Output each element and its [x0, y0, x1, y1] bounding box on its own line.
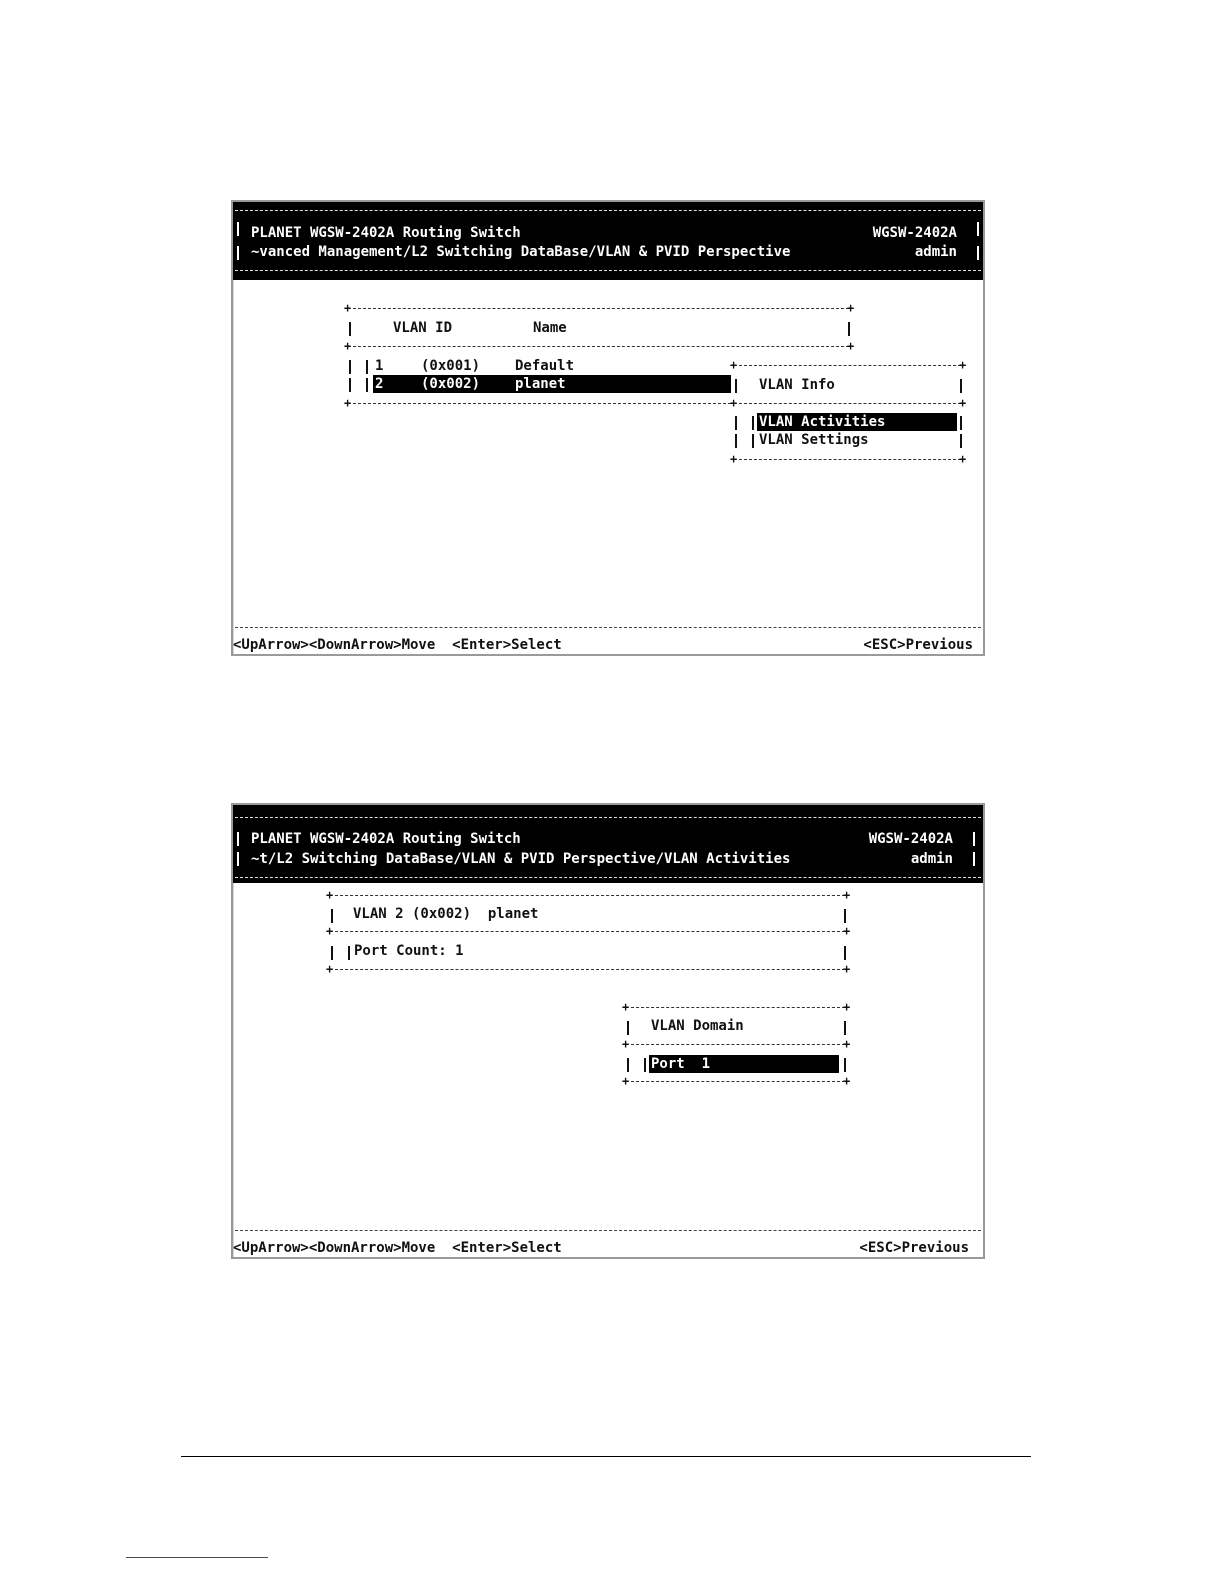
terminal-screen-vlan-activities [231, 803, 985, 1259]
table-top-border [353, 308, 849, 309]
box-left-bar [331, 946, 333, 960]
header-right-bar [977, 246, 979, 260]
vlan-row-hex: (0x001) [421, 358, 481, 374]
terminal-header [233, 805, 983, 883]
header-bottom-border [235, 877, 981, 878]
header-device: WGSW-2402A [868, 831, 953, 847]
domain-item-port-1[interactable] [649, 1055, 839, 1073]
box-bottom-border [335, 969, 845, 970]
box-corner: + [843, 1074, 851, 1088]
box-top-border [335, 895, 845, 896]
box-corner: + [843, 1000, 851, 1014]
box-corner: + [622, 1074, 630, 1088]
box-corner: + [843, 962, 851, 976]
box-mid-border [335, 931, 845, 932]
box-right-bar [844, 1058, 846, 1072]
vlan-row-name: planet [515, 376, 566, 392]
header-top-border [235, 817, 981, 818]
vlan-row-2-selected[interactable] [373, 375, 731, 393]
menu-bottom-border [739, 459, 961, 460]
menu-left-bar [735, 379, 737, 393]
menu-item-label: VLAN Activities [759, 414, 886, 430]
menu-item-vlan-activities[interactable] [757, 413, 957, 431]
box-corner: + [344, 396, 352, 410]
header-bottom-border [235, 270, 981, 271]
column-header-name: Name [533, 320, 567, 336]
footer-border [235, 627, 981, 628]
header-title: PLANET WGSW-2402A Routing Switch [251, 225, 521, 241]
vlan-row-id: 1 [375, 358, 384, 374]
box-left-bar [331, 909, 333, 923]
port-count: Port Count: 1 [354, 943, 464, 959]
box-left-bar [627, 1021, 629, 1035]
header-right-bar [973, 832, 975, 846]
box-right-bar [844, 1021, 846, 1035]
box-corner: + [622, 1000, 630, 1014]
footer-key-help: <UpArrow><DownArrow>Move <Enter>Select [233, 1240, 562, 1256]
box-corner: + [344, 339, 352, 353]
box-top-border [631, 1007, 845, 1008]
header-title: PLANET WGSW-2402A Routing Switch [251, 831, 521, 847]
box-corner: + [622, 1037, 630, 1051]
box-inner-bar [348, 946, 350, 960]
footer-key-help: <UpArrow><DownArrow>Move <Enter>Select [233, 637, 562, 653]
menu-left-bar [735, 434, 737, 448]
table-bottom-border [353, 403, 731, 404]
box-corner: + [843, 1037, 851, 1051]
header-right-bar [977, 222, 979, 236]
header-left-bar [237, 246, 239, 260]
header-user: admin [910, 851, 953, 867]
footer-esc-previous[interactable]: <ESC>Previous [863, 637, 973, 653]
menu-inner-bar [752, 416, 754, 430]
menu-right-bar [960, 416, 962, 430]
vlan-row-name: Default [515, 358, 575, 374]
menu-title: VLAN Info [759, 377, 835, 393]
table-right-bar [848, 322, 850, 336]
header-path: ~vanced Management/L2 Switching DataBase/VLAN & PVID Perspective [251, 244, 791, 260]
box-corner: + [843, 888, 851, 902]
column-header-vlan-id: VLAN ID [393, 320, 453, 336]
box-corner: + [847, 339, 855, 353]
menu-item-vlan-settings[interactable]: VLAN Settings [759, 432, 869, 448]
box-corner: + [326, 924, 334, 938]
box-right-bar [844, 909, 846, 923]
header-user: admin [914, 244, 957, 260]
box-bottom-border [631, 1081, 845, 1082]
header-left-bar [237, 832, 239, 846]
menu-right-bar [960, 434, 962, 448]
table-header-border [353, 346, 849, 347]
menu-inner-bar [752, 434, 754, 448]
terminal-screen-vlan-list [231, 200, 985, 656]
footer-border [235, 1230, 981, 1231]
box-corner: + [843, 924, 851, 938]
footer-esc-previous[interactable]: <ESC>Previous [859, 1240, 969, 1256]
header-left-bar [237, 222, 239, 236]
header-left-bar [237, 852, 239, 866]
box-corner: + [730, 358, 738, 372]
box-left-bar [627, 1058, 629, 1072]
table-left-bar [349, 322, 351, 336]
box-corner: + [326, 962, 334, 976]
menu-top-border [739, 365, 961, 366]
table-inner-bar [366, 360, 368, 374]
box-corner: + [344, 301, 352, 315]
box-corner: + [959, 358, 967, 372]
domain-title: VLAN Domain [651, 1018, 744, 1034]
menu-left-bar [735, 416, 737, 430]
box-corner: + [326, 888, 334, 902]
vlan-row-hex: (0x002) [421, 376, 481, 392]
page-footer-link-underline [126, 1557, 268, 1558]
box-corner: + [847, 301, 855, 315]
table-left-bar [349, 360, 351, 374]
vlan-label: VLAN 2 (0x002) planet [353, 906, 539, 922]
table-left-bar [349, 378, 351, 392]
page-footer-rule [181, 1456, 1031, 1457]
box-inner-bar [644, 1058, 646, 1072]
table-inner-bar [366, 378, 368, 392]
box-right-bar [844, 946, 846, 960]
header-path: ~t/L2 Switching DataBase/VLAN & PVID Perspective/VLAN Activities [251, 851, 791, 867]
box-title-border [631, 1044, 845, 1045]
header-device: WGSW-2402A [872, 225, 957, 241]
menu-title-border [739, 403, 961, 404]
box-corner: + [959, 452, 967, 466]
terminal-header [233, 202, 983, 280]
menu-right-bar [960, 379, 962, 393]
box-corner: + [730, 452, 738, 466]
vlan-row-id: 2 [375, 376, 384, 392]
box-corner: + [730, 396, 738, 410]
header-right-bar [973, 852, 975, 866]
header-top-border [235, 210, 981, 211]
box-corner: + [959, 396, 967, 410]
domain-item-label: Port 1 [651, 1056, 711, 1072]
